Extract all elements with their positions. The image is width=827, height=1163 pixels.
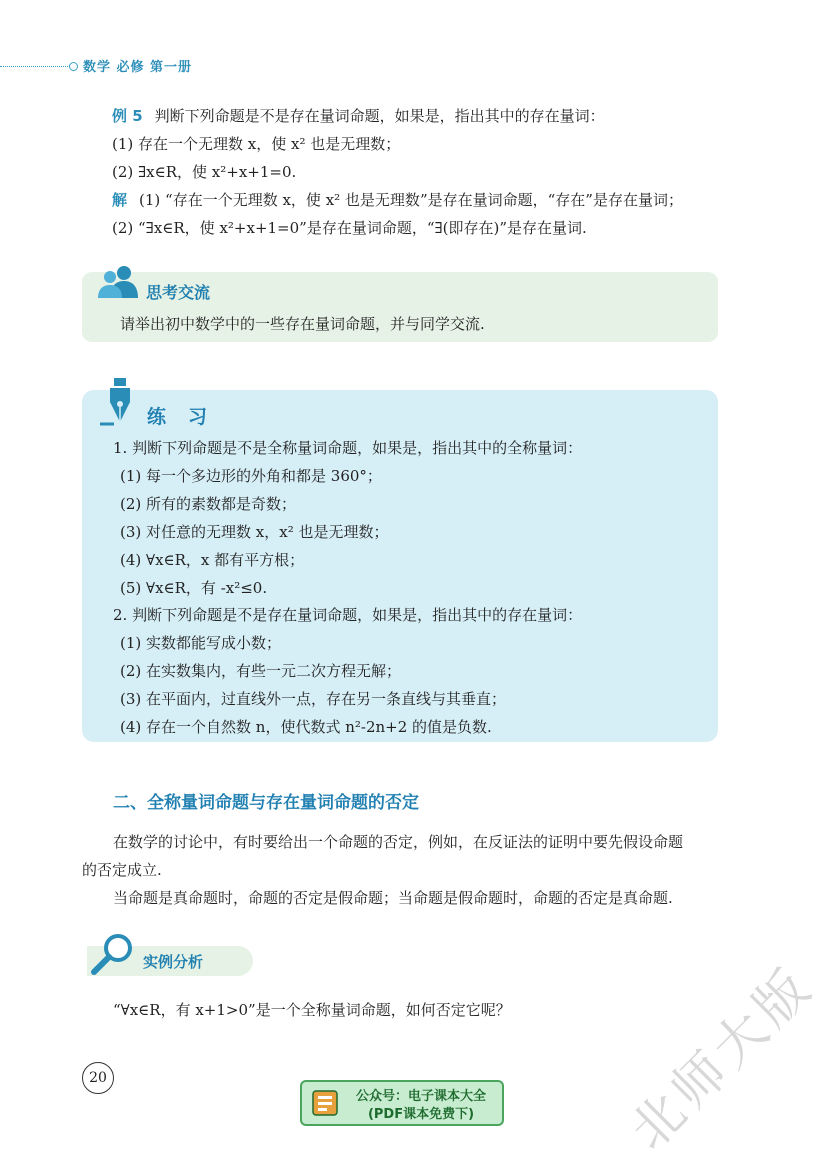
example5-prompt-line xyxy=(112,106,605,126)
example5-solution-line-1 xyxy=(112,190,683,210)
header-dotted-line xyxy=(0,66,70,67)
page-number: 20 xyxy=(82,1062,114,1094)
practice-q2: 2. 判断下列命题是不是存在量词命题，如果是，指出其中的存在量词： xyxy=(113,606,583,624)
practice-q1-item-4: (4) ∀x∈R，x 都有平方根； xyxy=(120,551,305,569)
badge-line-2: (PDF课本免费下) xyxy=(367,1107,475,1122)
solution-label: 解 xyxy=(112,191,128,209)
section-title: 二、全称量词命题与存在量词命题的否定 xyxy=(113,793,419,813)
example5-solution-line-2: (2) “∃x∈R，使 x²+x+1=0”是存在量词命题，“∃(即存在)”是存在量词. xyxy=(112,219,587,237)
section-para1-line2: 的否定成立. xyxy=(82,861,162,879)
practice-q1: 1. 判断下列命题是不是全称量词命题，如果是，指出其中的全称量词： xyxy=(113,439,583,457)
practice-q2-item-1: (1) 实数都能写成小数； xyxy=(120,634,282,652)
practice-q1-item-3: (3) 对任意的无理数 x，x² 也是无理数； xyxy=(120,523,389,541)
section-para2: 当命题是真命题时，命题的否定是假命题；当命题是假命题时，命题的否定是真命题. xyxy=(113,889,673,907)
example5-item-1: (1) 存在一个无理数 x，使 x² 也是无理数； xyxy=(112,135,401,153)
header-dot xyxy=(69,62,78,71)
practice-q1-item-2: (2) 所有的素数都是奇数； xyxy=(120,495,297,513)
think-text: 请举出初中数学中的一些存在量词命题，并与同学交流. xyxy=(120,315,485,333)
pen-nib-icon xyxy=(100,378,140,430)
book-icon xyxy=(310,1088,340,1118)
analysis-text: “∀x∈R，有 x+1>0”是一个全称量词命题，如何否定它呢？ xyxy=(113,1001,511,1019)
example5-prompt: 判断下列命题是不是存在量词命题，如果是，指出其中的存在量词： xyxy=(154,107,605,125)
practice-q2-item-2: (2) 在实数集内，有些一元二次方程无解； xyxy=(120,662,402,680)
wechat-badge xyxy=(300,1080,504,1126)
analysis-title: 实例分析 xyxy=(143,953,204,971)
think-title: 思考交流 xyxy=(146,283,211,302)
magnifier-icon xyxy=(88,932,138,978)
practice-title: 练习 xyxy=(147,406,230,428)
solution-text-1: (1) “存在一个无理数 x，使 x² 也是无理数”是存在量词命题，“存在”是存在量词； xyxy=(139,191,683,209)
example5-item-2: (2) ∃x∈R，使 x²+x+1=0. xyxy=(112,163,297,181)
section-para1-line1: 在数学的讨论中，有时要给出一个命题的否定，例如，在反证法的证明中要先假设命题 xyxy=(113,833,684,851)
practice-q2-item-4: (4) 存在一个自然数 n，使代数式 n²-2n+2 的值是负数. xyxy=(120,718,492,736)
practice-q1-item-5: (5) ∀x∈R，有 -x²≤0. xyxy=(120,579,268,597)
people-icon xyxy=(96,264,142,300)
practice-q2-item-3: (3) 在平面内，过直线外一点，存在另一条直线与其垂直； xyxy=(120,690,507,708)
header-title: 数学 必修 第一册 xyxy=(83,60,193,75)
publisher-watermark: 北师大版 xyxy=(619,955,826,1162)
badge-line-1: 公众号：电子课本大全 xyxy=(355,1089,486,1104)
example5-label: 例 5 xyxy=(112,107,143,125)
practice-q1-item-1: (1) 每一个多边形的外角和都是 360°； xyxy=(120,467,382,485)
